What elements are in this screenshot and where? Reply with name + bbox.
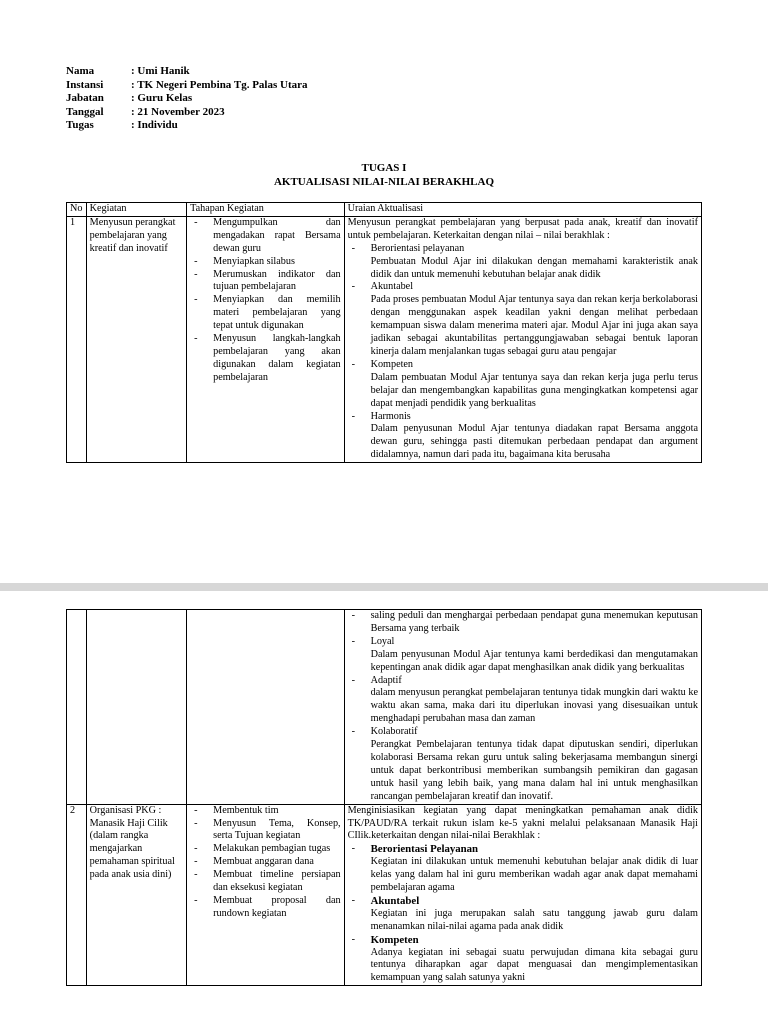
header-uraian: Uraian Aktualisasi: [344, 203, 701, 217]
value-description: Pembuatan Modul Ajar ini dilakukan dengan memahami karakteristik anak didik dan untuk memenuhi kebutuhan belajar anak didik: [370, 255, 698, 280]
value-item: [348, 411, 698, 463]
step-item: - Menyiapkan dan memilih materi pembelajaran yang tepat untuk digunakan: [190, 294, 340, 333]
value-description: Pada proses pembuatan Modul Ajar tentunya saya dan rekan kerja berkolaborasi dengan menggunakan aspek keadilan yakni dengan melihat perbedaan kemampuan siswa dalam menerima materi ajar. Modul Ajar ini juga akan saya jadikan sebagai akuntabilitas pertanggungjawaban sebagai bentuk laporan kinerja dalam menjalankan tugas sebagai guru atau pengajar: [370, 294, 698, 357]
actualization-intro: Menyusun perangkat pembelajaran yang berpusat pada anak, kreatif dan inovatif untuk pembelajaran. Keterkaitan dengan nilai – nilai berakhlak :: [347, 216, 698, 241]
step-item: - Membuat timeline persiapan dan eksekusi kegiatan: [190, 869, 340, 895]
field-label: Nama: [66, 65, 95, 77]
actualization-description-continued: [344, 610, 701, 805]
field-label: Jabatan: [66, 92, 104, 105]
value-item: [348, 636, 698, 675]
value-description: Perangkat Pembelajaran tentunya tidak dapat diputuskan sendiri, diperlukan kolaborasi Bersama rekan guru untuk saling bekerjasama membangun sinergi untuk dapat berkontribusi memberikan sumbangsih pemikiran dan gagasan untuk hasil yang lebih baik, yang mana dalam hal ini untuk menghasilkan rancangan pembelajaran kreatif dan inovatif.: [370, 739, 698, 802]
value-name: - Harmonis: [370, 410, 411, 422]
value-item: [348, 726, 698, 803]
value-name: - Akuntabel: [370, 894, 420, 907]
activity-steps: [187, 804, 344, 986]
field-value: : Individu: [131, 119, 178, 132]
step-item: - Mengumpulkan dan mengadakan rapat Bersama dewan guru: [190, 217, 340, 256]
activity-table-continued: [66, 609, 702, 986]
step-item: - Menyusun langkah-langkah pembelajaran yang akan digunakan dalam kegiatan pembelajaran: [190, 333, 340, 385]
identity-row-name: [66, 65, 308, 79]
field-value: : TK Negeri Pembina Tg. Palas Utara: [131, 78, 308, 91]
value-item: [348, 359, 698, 411]
value-name: - Adaptif: [370, 674, 402, 686]
value-description: Dalam pembuatan Modul Ajar tentunya saya dan rekan kerja juga perlu terus belajar dan mengembangkan kapabilitas guna mengingkatkan kompetensi agar dapat menjadi pendidik yang berkualitas: [370, 371, 698, 409]
field-value: : 21 November 2023: [131, 105, 225, 118]
value-name: - Loyal: [370, 635, 395, 647]
header-tahapan: Tahapan Kegiatan: [187, 203, 344, 217]
value-description: Kegiatan ini juga merupakan salah satu tanggung jawab guru dalam menanamkan nilai-nilai agama pada anak didik: [370, 907, 698, 932]
activity-name: Organisasi PKG : Manasik Haji Cilik (dalam rangka mengajarkan pemahaman spiritual pada anak usia dini): [86, 804, 186, 986]
value-item: [348, 843, 698, 895]
value-name: - Akuntabel: [370, 281, 414, 293]
header-kegiatan: Kegiatan: [86, 203, 186, 217]
value-description: dalam menyusun perangkat pembelajaran tentunya tidak mungkin dari waktu ke waktu akan sama, maka dari itu diperlukan inovasi yang disesuaikan untuk menghadapi perubahan masa dan zaman: [370, 687, 698, 725]
value-description: Dalam penyusunan Modul Ajar tentunya diadakan rapat Bersama anggota dewan guru, sehingga pasti ditemukan perbedaan pendapat dan argument didalamnya, namun dari pada itu, bagaimana kita berusaha: [370, 423, 698, 461]
table-row: [67, 804, 702, 986]
identity-block: [66, 65, 308, 133]
value-description: Dalam penyusunan Modul Ajar tentunya kami berdedikasi dan mengutamakan kepentingan anak didik agar dapat menghasilkan anak didik yang berkualitas: [370, 648, 698, 673]
value-name: - Kolaboratif: [370, 726, 418, 738]
value-description: Adanya kegiatan ini sebagai suatu perwujudan dimana kita sebagai guru tentunya diharapkan agar dapat menguasai dan mengimplementasikan kemampuan yang salah satunya yakni: [370, 946, 698, 984]
table-row-continued: [67, 610, 702, 805]
value-name: - Berorientasi pelayanan: [370, 242, 465, 254]
identity-row-position: [66, 92, 308, 106]
value-item: [348, 895, 698, 934]
actualization-description: [344, 216, 701, 462]
document-page-2: [0, 591, 768, 1024]
table-header-row: [67, 203, 702, 217]
value-name: - Kompeten: [370, 933, 419, 946]
step-item: - Merumuskan indikator dan tujuan pembelajaran: [190, 269, 340, 295]
value-item: [348, 281, 698, 358]
value-name: - Kompeten: [370, 358, 414, 370]
field-label: Instansi: [66, 78, 104, 91]
value-name: - Berorientasi Pelayanan: [370, 843, 479, 856]
value-item: [348, 243, 698, 282]
step-item: - Membuat anggaran dana: [190, 856, 340, 869]
step-item: - Membuat proposal dan rundown kegiatan: [190, 895, 340, 921]
field-value: : Umi Hanik: [131, 65, 190, 77]
step-item: - Membentuk tim: [190, 805, 340, 818]
document-subtitle: AKTUALISASI NILAI-NILAI BERAKHLAQ: [273, 176, 495, 188]
identity-row-task: [66, 119, 308, 133]
header-no: No: [67, 203, 87, 217]
field-value: : Guru Kelas: [131, 92, 193, 105]
actualization-description: [344, 804, 701, 986]
activity-name: Menyusun perangkat pembelajaran yang kreatif dan inovatif: [86, 216, 186, 462]
step-item: - Melakukan pembagian tugas: [190, 843, 340, 856]
activity-table: [66, 202, 702, 463]
value-description: - saling peduli dan menghargai perbedaan pendapat guna menemukan keputusan Bersama yang terbaik: [370, 610, 698, 634]
identity-row-institution: [66, 79, 308, 93]
activity-steps: [187, 216, 344, 462]
value-item: [348, 934, 698, 986]
step-item: - Menyusun Tema, Konsep, serta Tujuan kegiatan: [190, 818, 340, 844]
value-description: Kegiatan ini dilakukan untuk memenuhi kebutuhan belajar anak didik di luar kelas yang dalam hal ini guru memberikan wadah agar anak dapat memahami pembelajaran agama: [370, 856, 698, 894]
step-item: - Menyiapkan silabus: [190, 256, 340, 269]
row-number: 2: [67, 804, 87, 986]
value-item-continued: [348, 610, 698, 636]
field-label: Tanggal: [66, 105, 104, 118]
value-item: [348, 675, 698, 727]
table-row: [67, 216, 702, 462]
identity-row-date: [66, 106, 308, 120]
document-title: TUGAS I: [361, 162, 407, 174]
row-number: 1: [67, 216, 87, 462]
actualization-intro: Menginisiasikan kegiatan yang dapat meningkatkan pemahaman anak didik TK/PAUD/RA terkait rukun islam ke-5 yakni melalui pelaksanaan Manasik Haji CIlik.keterkaitan dengan nilai-nilai Berakhlak :: [347, 804, 698, 842]
field-label: Tugas: [66, 119, 94, 132]
